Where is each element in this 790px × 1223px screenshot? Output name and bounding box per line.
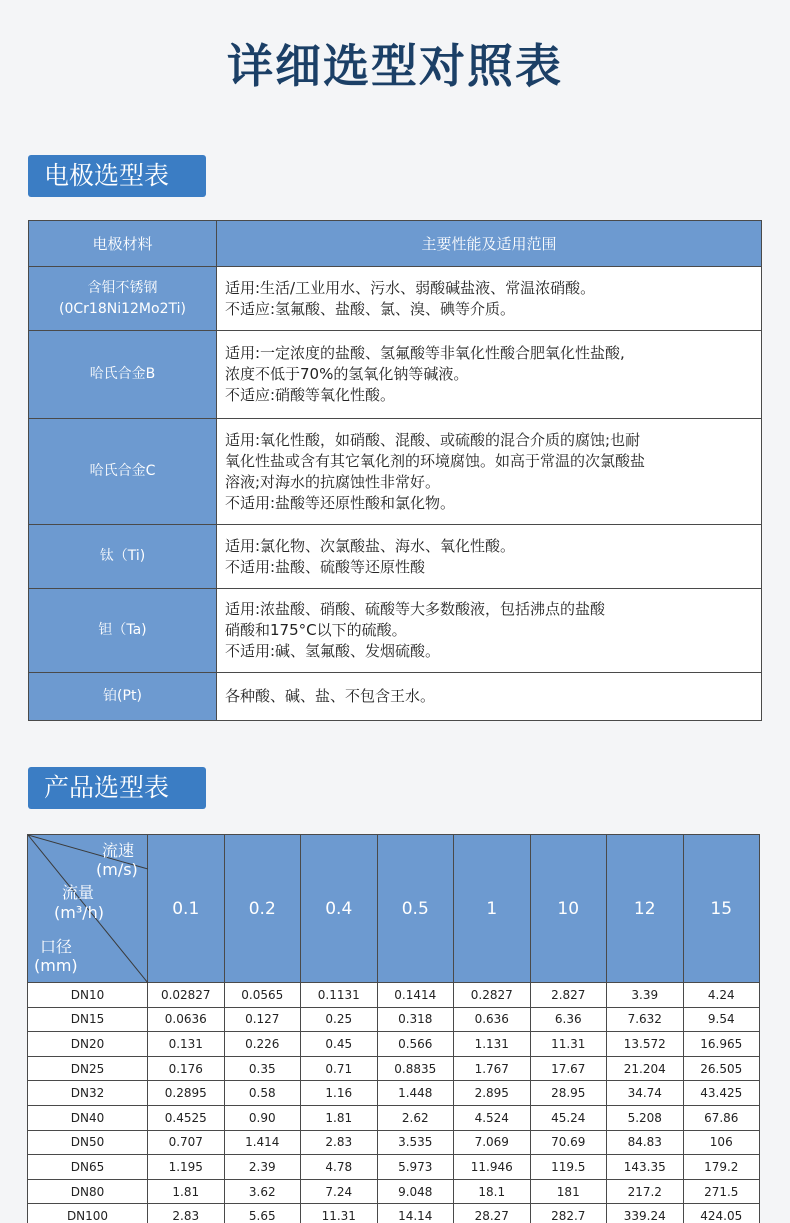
electrode-description [217,589,762,673]
header-scope: 主要性能及适用范围 [217,221,762,267]
diameter-cell: DN10 [28,983,148,1008]
flow-value-cell: 9.048 [377,1179,454,1204]
electrode-row [29,673,762,721]
flow-value-cell: 1.195 [148,1155,225,1180]
product-row [28,1179,760,1204]
flow-value-cell: 70.69 [530,1130,607,1155]
velocity-unit: (m/s) [96,860,138,879]
electrode-row [29,419,762,525]
flow-value-cell: 1.448 [377,1081,454,1106]
flow-value-cell: 0.45 [301,1032,378,1057]
flow-value-cell: 282.7 [530,1204,607,1223]
flow-value-cell: 339.24 [607,1204,684,1223]
header-material: 电极材料 [29,221,217,267]
flow-value-cell: 0.4525 [148,1105,225,1130]
electrode-description [217,525,762,589]
flow-value-cell: 4.24 [683,983,760,1008]
flow-value-cell: 67.86 [683,1105,760,1130]
flow-value-cell: 0.0565 [224,983,301,1008]
velocity-header: 0.2 [224,835,301,983]
flow-value-cell: 181 [530,1179,607,1204]
electrode-description [217,673,762,721]
flow-value-cell: 1.81 [301,1105,378,1130]
description-line: 适用:生活/工业用水、污水、弱酸碱盐液、常温浓硝酸。 [225,278,596,297]
electrode-row [29,331,762,419]
flow-value-cell: 28.27 [454,1204,531,1223]
diameter-cell: DN20 [28,1032,148,1057]
flow-value-cell: 106 [683,1130,760,1155]
electrode-table [28,220,762,721]
flow-value-cell: 5.973 [377,1155,454,1180]
flow-value-cell: 2.62 [377,1105,454,1130]
flow-value-cell: 0.35 [224,1056,301,1081]
flow-value-cell: 2.827 [530,983,607,1008]
header-corner-cell [28,835,148,983]
flow-value-cell: 0.25 [301,1007,378,1032]
flow-value-cell: 0.71 [301,1056,378,1081]
description-line: 不适应:硝酸等氧化性酸。 [225,386,396,404]
flow-value-cell: 179.2 [683,1155,760,1180]
flow-value-cell: 3.62 [224,1179,301,1204]
flow-value-cell: 7.24 [301,1179,378,1204]
flow-value-cell: 4.524 [454,1105,531,1130]
flow-value-cell: 7.069 [454,1130,531,1155]
flow-value-cell: 143.35 [607,1155,684,1180]
electrode-material [29,267,217,331]
flow-value-cell: 1.767 [454,1056,531,1081]
product-row [28,983,760,1008]
product-row [28,1155,760,1180]
page-title: 详细选型对照表 [227,39,563,93]
flow-value-cell: 0.02827 [148,983,225,1008]
flow-value-cell: 9.54 [683,1007,760,1032]
diameter-cell: DN25 [28,1056,148,1081]
electrode-row [29,267,762,331]
flow-value-cell: 3.39 [607,983,684,1008]
flow-value-cell: 0.90 [224,1105,301,1130]
product-table-header [28,835,760,983]
flow-value-cell: 84.83 [607,1130,684,1155]
flow-value-cell: 6.36 [530,1007,607,1032]
flow-value-cell: 0.131 [148,1032,225,1057]
electrode-material [29,419,217,525]
description-line: 不适用:盐酸、硫酸等还原性酸 [225,557,426,576]
flow-value-cell: 4.78 [301,1155,378,1180]
material-line: 含钼不锈钢 [87,279,158,296]
flow-value-cell: 1.131 [454,1032,531,1057]
product-row [28,1105,760,1130]
flow-value-cell: 7.632 [607,1007,684,1032]
flow-value-cell: 18.1 [454,1179,531,1204]
diameter-cell: DN100 [28,1204,148,1223]
flow-value-cell: 16.965 [683,1032,760,1057]
flow-value-cell: 119.5 [530,1155,607,1180]
flow-value-cell: 21.204 [607,1056,684,1081]
flow-value-cell: 43.425 [683,1081,760,1106]
diameter-cell: DN15 [28,1007,148,1032]
flow-value-cell: 0.636 [454,1007,531,1032]
flow-value-cell: 0.176 [148,1056,225,1081]
flow-value-cell: 0.318 [377,1007,454,1032]
flow-value-cell: 28.95 [530,1081,607,1106]
flow-unit: (m³/h) [54,903,105,922]
flow-value-cell: 5.65 [224,1204,301,1223]
flow-value-cell: 271.5 [683,1179,760,1204]
description-line: 不适应:氢氟酸、盐酸、氯、溴、碘等介质。 [225,299,516,318]
flow-value-cell: 11.31 [301,1204,378,1223]
velocity-header: 0.1 [148,835,225,983]
electrode-description [217,419,762,525]
description-line: 不适用:盐酸等还原性酸和氯化物。 [225,493,456,512]
product-section-label: 产品选型表 [28,767,206,809]
flow-value-cell: 0.2895 [148,1081,225,1106]
flow-value-cell: 0.566 [377,1032,454,1057]
flow-value-cell: 1.16 [301,1081,378,1106]
electrode-material [29,589,217,673]
electrode-section-label: 电极选型表 [28,155,206,197]
flow-value-cell: 17.67 [530,1056,607,1081]
flow-value-cell: 217.2 [607,1179,684,1204]
flow-value-cell: 0.0636 [148,1007,225,1032]
flow-value-cell: 0.2827 [454,983,531,1008]
flow-value-cell: 0.707 [148,1130,225,1155]
description-line: 适用:浓盐酸、硝酸、硫酸等大多数酸液，包括沸点的盐酸 [225,600,606,618]
flow-value-cell: 0.127 [224,1007,301,1032]
material-line: 钽（Ta) [98,622,147,638]
product-row [28,1056,760,1081]
electrode-description [217,267,762,331]
flow-value-cell: 3.535 [377,1130,454,1155]
description-line: 氧化性盐或含有其它氧化剂的环境腐蚀。如高于常温的次氯酸盐 [225,451,646,470]
description-line: 不适用:碱、氢氟酸、发烟硫酸。 [225,642,441,660]
product-row [28,1130,760,1155]
flow-value-cell: 14.14 [377,1204,454,1223]
flow-label: 流量 [62,883,95,902]
flow-value-cell: 1.81 [148,1179,225,1204]
flow-value-cell: 0.58 [224,1081,301,1106]
flow-value-cell: 11.946 [454,1155,531,1180]
diameter-unit: (mm) [34,956,78,975]
electrode-table-header [29,221,762,267]
electrode-row [29,589,762,673]
diameter-cell: DN50 [28,1130,148,1155]
material-line: 哈氏合金B [89,366,156,382]
flow-value-cell: 13.572 [607,1032,684,1057]
description-line: 溶液;对海水的抗腐蚀性非常好。 [225,472,441,491]
diameter-cell: DN40 [28,1105,148,1130]
description-line: 浓度不低于70%的氢氧化钠等碱液。 [225,365,469,383]
velocity-header: 0.5 [377,835,454,983]
diameter-cell: DN32 [28,1081,148,1106]
material-line: (0Cr18Ni12Mo2Ti) [59,300,186,317]
diameter-cell: DN80 [28,1179,148,1204]
flow-value-cell: 11.31 [530,1032,607,1057]
flow-value-cell: 5.208 [607,1105,684,1130]
description-line: 适用:氯化物、次氯酸盐、海水、氧化性酸。 [225,536,516,555]
description-line: 适用:一定浓度的盐酸、氢氟酸等非氧化性酸合肥氧化性盐酸, [225,344,625,362]
velocity-label: 流速 [102,841,135,860]
flow-value-cell: 0.8835 [377,1056,454,1081]
flow-value-cell: 2.895 [454,1081,531,1106]
product-row [28,1081,760,1106]
flow-value-cell: 2.39 [224,1155,301,1180]
velocity-header: 10 [530,835,607,983]
diameter-label: 口径 [40,937,73,956]
flow-value-cell: 2.83 [148,1204,225,1223]
material-line: 哈氏合金C [89,463,156,479]
product-row [28,1204,760,1223]
material-line: 铂(Pt) [103,688,142,704]
velocity-header: 1 [454,835,531,983]
flow-value-cell: 26.505 [683,1056,760,1081]
electrode-description [217,331,762,419]
velocity-header: 12 [607,835,684,983]
product-row [28,1007,760,1032]
flow-value-cell: 45.24 [530,1105,607,1130]
product-row [28,1032,760,1057]
flow-value-cell: 0.226 [224,1032,301,1057]
description-line: 各种酸、碱、盐、不包含王水。 [225,687,436,705]
description-line: 硝酸和175°C以下的硫酸。 [225,621,407,639]
flow-value-cell: 424.05 [683,1204,760,1223]
velocity-header: 0.4 [301,835,378,983]
electrode-row [29,525,762,589]
flow-value-cell: 34.74 [607,1081,684,1106]
flow-value-cell: 0.1131 [301,983,378,1008]
flow-value-cell: 1.414 [224,1130,301,1155]
diameter-cell: DN65 [28,1155,148,1180]
description-line: 适用:氧化性酸，如硝酸、混酸、或硫酸的混合介质的腐蚀;也耐 [225,430,641,449]
product-table [27,834,760,1223]
electrode-material [29,525,217,589]
velocity-header: 15 [683,835,760,983]
electrode-material [29,331,217,419]
electrode-material [29,673,217,721]
material-line: 钛（Ti) [99,548,146,564]
flow-value-cell: 2.83 [301,1130,378,1155]
flow-value-cell: 0.1414 [377,983,454,1008]
